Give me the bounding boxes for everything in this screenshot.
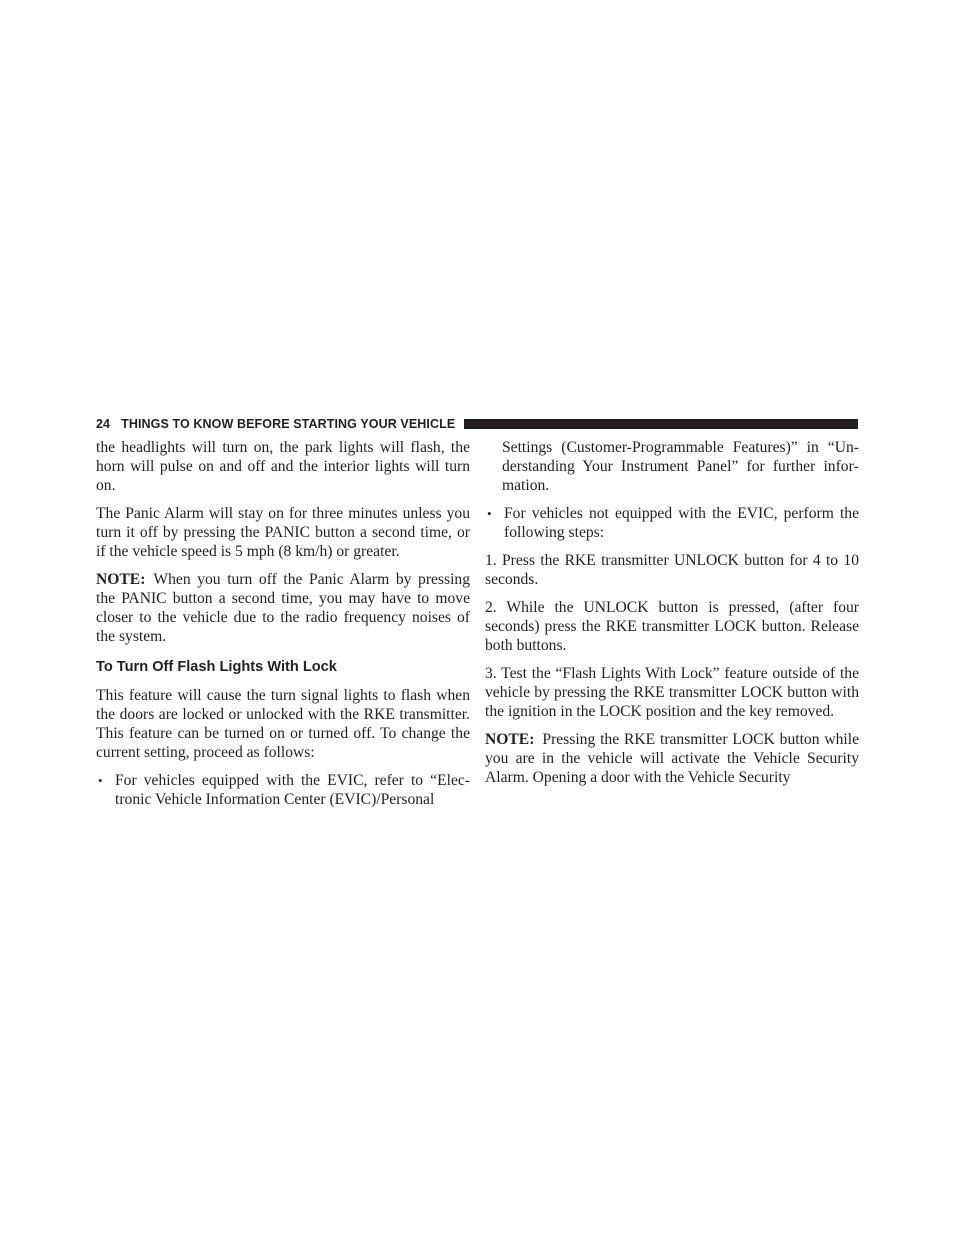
left-column	[96, 438, 470, 818]
note-text: Pressing the RKE transmitter LOCK button while you are in the vehicle will activate the Vehicle Security Alarm. Opening a door with the Vehicle Security	[485, 731, 859, 786]
page-number: 24	[96, 417, 111, 431]
step-3: 3. Test the “Flash Lights With Lock” feature outside of the vehicle by pressing the RKE transmitter LOCK button with the ignition in the LOCK position and the key removed.	[485, 665, 859, 720]
bullet-icon: •	[487, 506, 492, 521]
paragraph-feature-description: This feature will cause the turn signal lights to flash when the doors are locked or unlocked with the RKE transmitter. This feature can be turned on or turned off. To change the current setting, proceed as follows:	[96, 687, 470, 761]
list-item	[485, 504, 859, 542]
step-1: 1. Press the RKE transmitter UNLOCK button for 4 to 10 seconds.	[485, 552, 859, 588]
page-header	[96, 417, 858, 431]
right-column	[485, 438, 859, 796]
bullet-text-evic: For vehicles equipped with the EVIC, refer to “Electronic Vehicle Information Center (EVIC)/Personal	[115, 772, 470, 808]
section-title: THINGS TO KNOW BEFORE STARTING YOUR VEHICLE	[121, 417, 456, 431]
step-2: 2. While the UNLOCK button is pressed, (after four seconds) press the RKE transmitter LOCK button. Release both buttons.	[485, 599, 859, 654]
list-item	[96, 771, 470, 809]
note-security-alarm	[485, 730, 859, 787]
note-panic-alarm	[96, 570, 470, 646]
paragraph-headlights: the headlights will turn on, the park lights will flash, the horn will pulse on and off and the interior lights will turn on.	[96, 439, 470, 494]
bullet-icon: •	[98, 773, 103, 788]
section-heading: To Turn Off Flash Lights With Lock	[96, 659, 337, 675]
bullet-text-no-evic: For vehicles not equipped with the EVIC, perform the following steps:	[504, 505, 859, 541]
note-label: NOTE:	[485, 731, 535, 748]
note-text: When you turn off the Panic Alarm by pressing the PANIC button a second time, you may have to move closer to the vehicle due to the radio frequency noises of the system.	[96, 571, 470, 645]
paragraph-panic-alarm: The Panic Alarm will stay on for three minutes unless you turn it off by pressing the PANIC button a second time, or if the vehicle speed is 5 mph (8 km/h) or greater.	[96, 505, 470, 560]
header-rule	[464, 419, 858, 429]
note-label: NOTE:	[96, 571, 146, 588]
bullet-continuation: Settings (Customer-Programmable Features)” in “Understanding Your Instrument Panel” for further information.	[502, 439, 859, 494]
